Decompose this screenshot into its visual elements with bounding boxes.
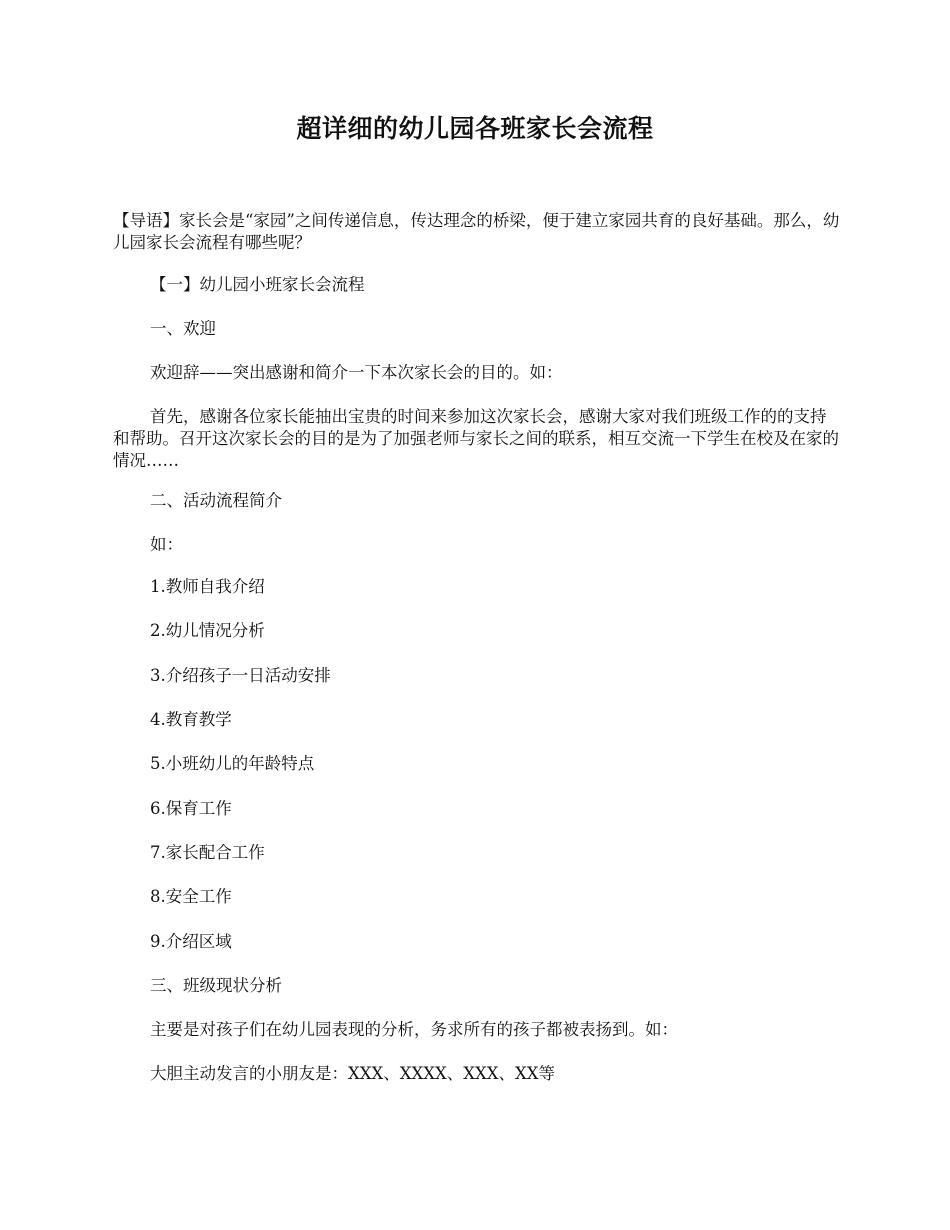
list-item: 1.教师自我介绍 xyxy=(150,577,265,596)
welcome-speech-paragraph: 欢迎辞——突出感谢和简介一下本次家长会的目的。如： xyxy=(150,363,563,382)
step-heading-activity-flow: 二、活动流程简介 xyxy=(150,491,282,510)
list-item: 8.安全工作 xyxy=(150,887,232,906)
intro-paragraph: 【导语】家长会是“家园”之间传递信息，传达理念的桥梁，便于建立家园共育的良好基础。那么，幼儿园家长会流程有哪些呢？ xyxy=(113,211,840,252)
list-item: 9.介绍区域 xyxy=(150,932,232,951)
list-item: 3.介绍孩子一日活动安排 xyxy=(150,666,331,685)
welcome-example-paragraph: 首先，感谢各位家长能抽出宝贵的时间来参加这次家长会，感谢大家对我们班级工作的的支持和帮助。召开这次家长会的目的是为了加强老师与家长之间的联系，相互交流一下学生在校及在家的情况…… xyxy=(113,407,839,470)
list-item: 4.教育教学 xyxy=(150,710,232,729)
step-heading-welcome: 一、欢迎 xyxy=(150,319,216,338)
list-item: 5.小班幼儿的年龄特点 xyxy=(150,754,315,773)
section-heading-small-class: 【一】幼儿园小班家长会流程 xyxy=(150,275,365,294)
active-speakers-paragraph: 大胆主动发言的小朋友是：XXX、XXXX、XXX、XX等 xyxy=(150,1064,555,1083)
example-label: 如： xyxy=(150,535,183,554)
list-item: 7.家长配合工作 xyxy=(150,843,265,862)
list-item: 6.保育工作 xyxy=(150,799,232,818)
list-item: 2.幼儿情况分析 xyxy=(150,621,265,640)
class-analysis-paragraph: 主要是对孩子们在幼儿园表现的分析，务求所有的孩子都被表扬到。如： xyxy=(150,1020,678,1039)
document-title: 超详细的幼儿园各班家长会流程 xyxy=(296,114,654,143)
step-heading-class-status: 三、班级现状分析 xyxy=(150,976,282,995)
